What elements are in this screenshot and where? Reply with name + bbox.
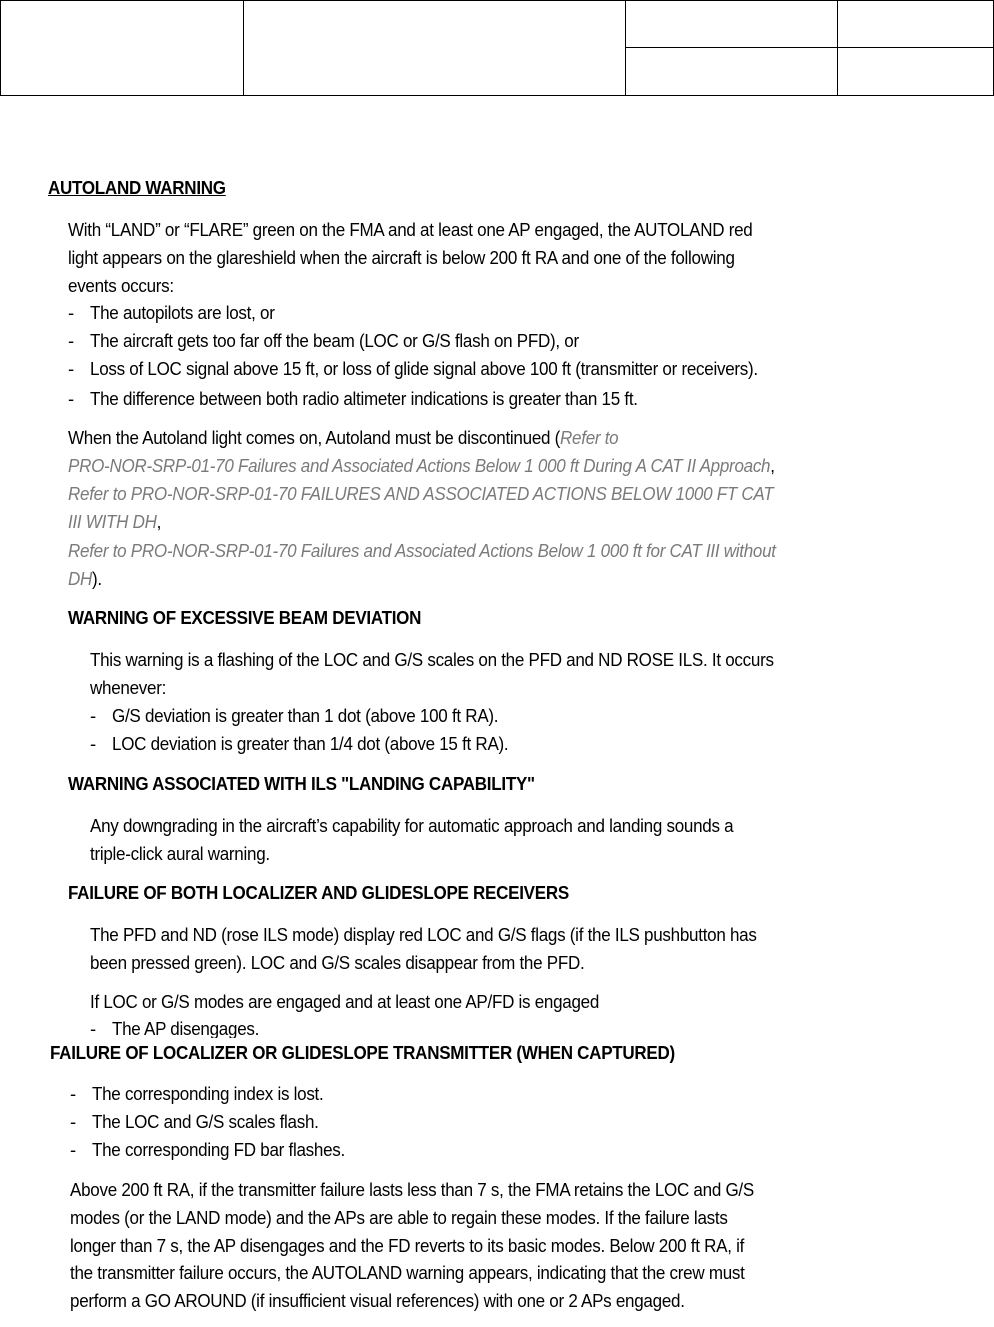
beam-deviation-bullet: G/S deviation is greater than 1 dot (above 100 ft RA). — [112, 705, 499, 726]
transmitter-failure-bullet: The corresponding index is lost. — [92, 1083, 324, 1104]
bullet-dash: - — [68, 302, 75, 323]
bullet-dash: - — [68, 330, 75, 351]
receivers-failure-line: The PFD and ND (rose ILS mode) display red LOC and G/S flags (if the ILS pushbutton has — [90, 924, 757, 945]
transmitter-failure-line: longer than 7 s, the AP disengages and the FD reverts to its basic modes. Below 200 ft RA, if — [70, 1235, 745, 1256]
transmitter-failure-bullet: The corresponding FD bar flashes. — [92, 1139, 345, 1160]
header-cell-top-right-a — [626, 1, 838, 48]
beam-deviation-intro-line: This warning is a flashing of the LOC and G/S scales on the PFD and ND ROSE ILS. It occurs — [90, 649, 774, 670]
transmitter-failure-line: perform a GO AROUND (if insufficient visual references) with one or 2 APs engaged. — [70, 1290, 685, 1311]
receivers-failure-line: been pressed green). LOC and G/S scales disappear from the PFD. — [90, 952, 585, 973]
transmitter-failure-line: Above 200 ft RA, if the transmitter failure lasts less than 7 s, the FMA retains the LOC and G/S — [70, 1179, 754, 1200]
autoland-discontinued-line — [68, 508, 161, 536]
document-header-table — [0, 0, 994, 96]
autoland-discontinued-line — [68, 565, 102, 593]
transmitter-failure-bullet: The LOC and G/S scales flash. — [92, 1111, 319, 1132]
autoland-discontinued-line — [68, 480, 773, 508]
bullet-dash: - — [68, 358, 75, 379]
landing-capability-title: WARNING ASSOCIATED WITH ILS "LANDING CAPABILITY" — [68, 773, 535, 794]
transmitter-failure-line: modes (or the LAND mode) and the APs are able to regain these modes. If the failure lasts — [70, 1207, 728, 1228]
receivers-failure-title: FAILURE OF BOTH LOCALIZER AND GLIDESLOPE RECEIVERS — [68, 882, 569, 903]
header-cell-bottom-right-a — [626, 48, 838, 96]
clipped-bullet-row — [0, 1014, 994, 1038]
autoland-bullet: Loss of LOC signal above 15 ft, or loss of glide signal above 100 ft (transmitter or receivers). — [90, 358, 758, 379]
autoland-title: AUTOLAND WARNING — [48, 177, 226, 198]
autoland-discontinued-line — [68, 452, 775, 480]
bullet-dash: - — [90, 1018, 97, 1038]
landing-capability-line: triple-click aural warning. — [90, 843, 270, 864]
transmitter-failure-line: the transmitter failure occurs, the AUTOLAND warning appears, indicating that the crew must — [70, 1262, 745, 1283]
bullet-dash: - — [70, 1139, 77, 1160]
reference-link-cat3-no-dh[interactable]: DH — [68, 568, 93, 589]
header-cell-middle — [244, 1, 626, 96]
reference-separator: , — [770, 455, 775, 476]
receivers-failure-bullet: The AP disengages. — [112, 1018, 260, 1038]
bullet-dash: - — [70, 1083, 77, 1104]
reference-link-cat3-dh[interactable]: III WITH DH — [68, 511, 157, 532]
header-cell-left — [1, 1, 244, 96]
reference-link-cat2[interactable]: Refer to — [560, 427, 619, 448]
beam-deviation-bullet: LOC deviation is greater than 1/4 dot (above 15 ft RA). — [112, 733, 509, 754]
bullet-dash: - — [68, 388, 75, 409]
bullet-dash: - — [90, 705, 97, 726]
receivers-failure-engaged: If LOC or G/S modes are engaged and at least one AP/FD is engaged — [90, 991, 600, 1012]
beam-deviation-title: WARNING OF EXCESSIVE BEAM DEVIATION — [68, 607, 422, 628]
autoland-discontinued-line — [68, 424, 618, 452]
discontinued-close: ). — [92, 568, 102, 589]
autoland-bullet: The aircraft gets too far off the beam (LOC or G/S flash on PFD), or — [90, 330, 579, 351]
autoland-intro-line: light appears on the glareshield when the aircraft is below 200 ft RA and one of the following — [68, 247, 735, 268]
reference-link-cat2[interactable]: PRO-NOR-SRP-01-70 Failures and Associated Actions Below 1 000 ft During A CAT II Approach — [68, 455, 771, 476]
header-cell-top-right-b — [838, 1, 994, 48]
reference-separator: , — [156, 511, 162, 532]
autoland-intro-line: events occurs: — [68, 275, 174, 296]
autoland-bullet: The difference between both radio altimeter indications is greater than 15 ft. — [90, 388, 638, 409]
bullet-dash: - — [90, 733, 97, 754]
bullet-dash: - — [70, 1111, 77, 1132]
landing-capability-line: Any downgrading in the aircraft’s capability for automatic approach and landing sounds a — [90, 815, 734, 836]
autoland-intro-line: With “LAND” or “FLARE” green on the FMA and at least one AP engaged, the AUTOLAND red — [68, 219, 753, 240]
reference-link-cat3-dh[interactable]: Refer to PRO-NOR-SRP-01-70 FAILURES AND ASSOCIATED ACTIONS BELOW 1000 FT CAT — [68, 483, 774, 504]
transmitter-failure-title: FAILURE OF LOCALIZER OR GLIDESLOPE TRANSMITTER (WHEN CAPTURED) — [50, 1042, 675, 1063]
header-cell-bottom-right-b — [838, 48, 994, 96]
discontinued-lead: When the Autoland light comes on, Autoland must be discontinued ( — [68, 427, 561, 448]
beam-deviation-intro-line: whenever: — [90, 677, 167, 698]
autoland-bullet: The autopilots are lost, or — [90, 302, 275, 323]
reference-link-cat3-no-dh[interactable]: Refer to PRO-NOR-SRP-01-70 Failures and Associated Actions Below 1 000 ft for CAT III without — [68, 540, 776, 561]
autoland-discontinued-line — [68, 537, 776, 565]
